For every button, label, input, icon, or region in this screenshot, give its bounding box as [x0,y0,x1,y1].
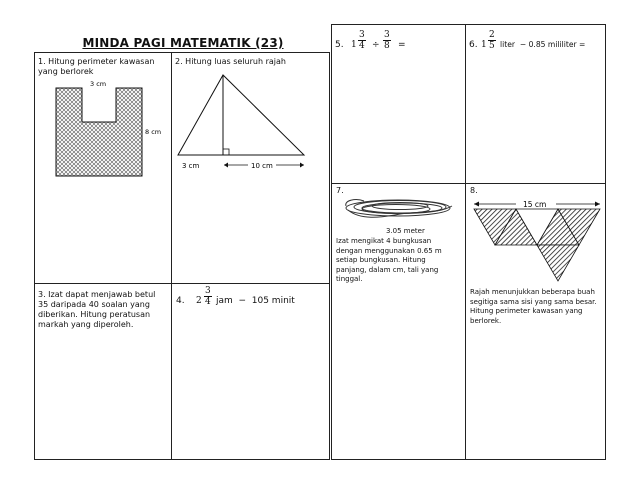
q1-top-label: 3 cm [90,80,107,88]
q2-right-label: 10 cm [251,162,273,170]
q6-number: 6. [469,40,478,50]
question-3-text: 3. Izat dapat menjawab betul 35 daripada 40 soalan yang diberikan. Hitung peratusan markah yang diperoleh. [38,290,156,329]
q6-numerator: 2 [489,30,495,40]
q4-rest: jam − 105 minit [216,296,295,306]
q5-denominator-2: 8 [384,41,390,51]
q8-triangle-diagram [466,195,606,283]
q4-number: 4. [176,296,185,306]
q5-denominator-1: 4 [359,41,365,51]
question-8-number: 8. [470,186,478,195]
q5-number: 5. [335,40,344,50]
q5-fraction-2 [383,30,391,51]
q5-operator: ÷ [372,40,380,50]
question-2-text: 2. Hitung luas seluruh rajah [175,57,286,66]
left-divider-horizontal [34,283,330,284]
q4-fraction [204,286,212,307]
q5-whole: 1 [351,40,357,50]
q5-fraction-1 [358,30,366,51]
q7-rope-label: 3.05 meter [386,227,425,235]
q6-denominator: 5 [489,41,495,51]
question-6 [469,30,604,60]
question-4 [176,286,326,316]
q4-numerator: 3 [205,286,211,296]
q5-equals: = [398,40,406,50]
page-title: MINDA PAGI MATEMATIK (23) [82,36,284,50]
question-1-diagram [50,80,170,182]
question-7-number: 7. [336,186,344,195]
q6-fraction [488,30,496,51]
q6-whole: 1 [481,40,487,50]
q5-numerator-2: 3 [384,30,390,40]
right-divider-horizontal [331,183,606,184]
q8-length-label: 15 cm [523,200,547,209]
question-7-text: Izat mengikat 4 bungkusan dengan menggunakan 0.65 m setiap bungkusan. Hitung panjang, dalam cm, tali yang tinggal. [336,237,442,283]
q5-numerator-1: 3 [359,30,365,40]
q4-whole: 2 [196,296,202,306]
q4-denominator: 4 [205,297,211,307]
q1-side-label: 8 cm [145,128,162,136]
q6-rest: liter − 0.85 mililiter = [500,40,586,49]
q7-rope-illustration [340,194,460,222]
question-1-text: 1. Hitung perimeter kawasan yang berlorek [38,57,155,76]
question-8-text: Rajah menunjukkan beberapa buah segitiga sama sisi yang sama besar. Hitung perimeter kawasan yang berlorek. [470,288,597,325]
question-5 [335,30,463,60]
question-2-diagram [172,70,328,178]
q2-left-label: 3 cm [182,162,200,170]
